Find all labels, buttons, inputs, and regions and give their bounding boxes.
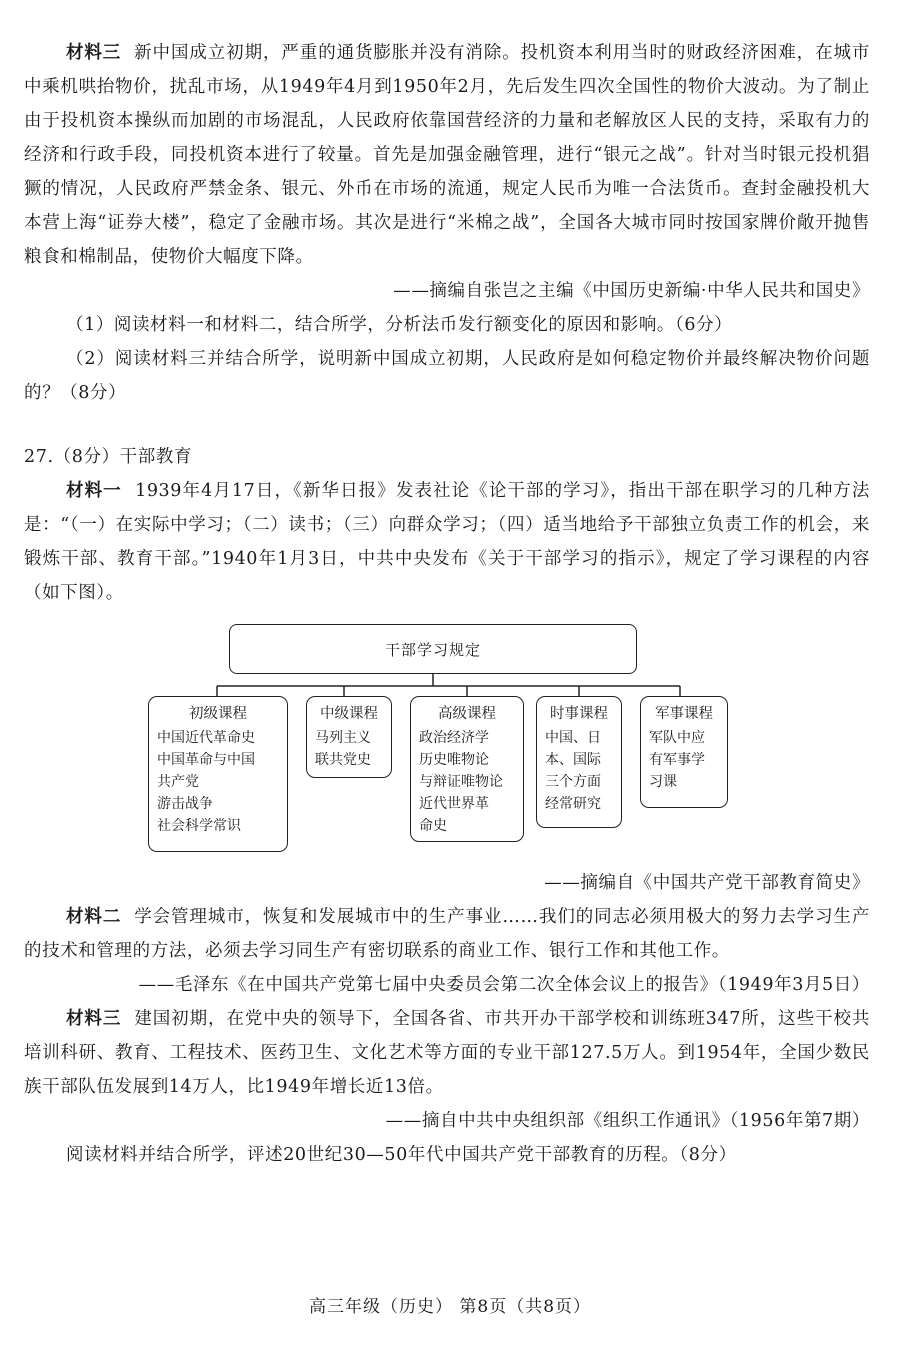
course-box-advanced: [410, 696, 524, 842]
course-box-military: [640, 696, 728, 808]
question-26-1: （1）阅读材料一和材料二，结合所学，分析法币发行额变化的原因和影响。（6分）: [66, 315, 733, 335]
course-box-primary: [148, 696, 288, 852]
q27-material1-text: 1939年4月17日，《新华日报》发表社论《论干部的学习》，指出干部在职学习的几种方法是：“（一）在实际中学习；（二）读书；（三）向群众学习；（四）适当地给予干部独立负责工作的机会，来锻炼干部、教育干部。”1940年1月3日，中共中央发布《关于干部学习的指示》，规定了学习课程的内容（如下图）。: [24, 481, 870, 603]
course-item: 马列主义: [315, 730, 371, 746]
q27-material3-text: 建国初期，在党中央的领导下，全国各省、市共开办干部学校和训练班347所，这些干校共培训科研、教育、工程技术、医药卫生、文化艺术等方面的专业干部127.5万人。到1954年，全国少数民族干部队伍发展到14万人，比1949年增长近13倍。: [24, 1009, 871, 1097]
page-footer: 高三年级（历史） 第8页（共8页）: [308, 1297, 592, 1317]
page-content: [24, 36, 870, 1172]
course-title: 中级课程: [320, 706, 378, 722]
course-title: 初级课程: [189, 706, 247, 722]
q27-material3-paragraph: [24, 1002, 870, 1104]
q27-material1-label: 材料一: [66, 481, 122, 501]
q27-material2-label: 材料二: [66, 907, 122, 927]
course-title: 高级课程: [438, 706, 496, 722]
course-item: 游击战争: [157, 796, 213, 812]
question-27-heading: 27.（8分）干部教育: [24, 447, 193, 467]
material3-text: 新中国成立初期，严重的通货膨胀并没有消除。投机资本利用当时的财政经济困难，在城市中乘机哄抬物价，扰乱市场，从1949年4月到1950年2月，先后发生四次全国性的物价大波动。为了制止由于投机资本操纵而加剧的市场混乱，人民政府依靠国营经济的力量和老解放区人民的支持，采取有力的经济和行政手段，同投机资本进行了较量。首先是加强金融管理，进行“银元之战”。针对当时银元投机猖獗的情况，人民政府严禁金条、银元、外币在市场的流通，规定人民币为唯一合法货币。查封金融投机大本营上海“证券大楼”，稳定了金融市场。其次是进行“米棉之战”，全国各大城市同时按国家牌价敞开抛售粮食和棉制品，使物价大幅度下降。: [24, 43, 870, 267]
course-box-current-affairs: [536, 696, 622, 828]
course-item: 政治经济学: [419, 730, 489, 746]
question-27-prompt: 阅读材料并结合所学，评述20世纪30—50年代中国共产党干部教育的历程。（8分）: [66, 1145, 737, 1165]
course-item: 中国近代革命史: [157, 730, 255, 746]
cadre-study-diagram: [24, 616, 870, 866]
course-item: 历史唯物论 与辩证唯物论: [419, 752, 503, 790]
course-item: 近代世界革 命史: [419, 796, 489, 834]
q27-material3-source: ——摘自中共中央组织部《组织工作通讯》（1956年第7期）: [385, 1111, 870, 1131]
course-title: 军事课程: [655, 706, 713, 722]
q27-material2-paragraph: [24, 900, 870, 968]
q27-material2-source: ——毛泽东《在中国共产党第七届中央委员会第二次全体会议上的报告》（1949年3月5日）: [138, 975, 870, 995]
material3-source: ——摘编自张岂之主编《中国历史新编·中华人民共和国史》: [393, 281, 870, 301]
course-title: 时事课程: [550, 706, 608, 722]
course-item: 军队中应 有军事学 习课: [649, 730, 705, 790]
course-item: 中国革命与中国 共产党: [157, 752, 255, 790]
q27-material1-paragraph: [24, 474, 870, 610]
question-26-2: （2）阅读材料三并结合所学，说明新中国成立初期，人民政府是如何稳定物价并最终解决物价问题的？（8分）: [24, 349, 870, 403]
diagram-source: ——摘编自《中国共产党干部教育简史》: [544, 873, 870, 893]
q27-material3-label: 材料三: [66, 1009, 122, 1029]
course-item: 联共党史: [315, 752, 371, 768]
material3-label: 材料三: [66, 43, 122, 63]
q27-material2-text: 学会管理城市，恢复和发展城市中的生产事业……我们的同志必须用极大的努力去学习生产的技术和管理的方法，必须去学习同生产有密切联系的商业工作、银行工作和其他工作。: [24, 907, 870, 961]
course-item: 中国、日 本、国际 三个方面 经常研究: [545, 730, 601, 812]
diagram-root-box: 干部学习规定: [229, 624, 637, 674]
course-item: 社会科学常识: [157, 818, 241, 834]
material3-paragraph: [24, 36, 870, 274]
course-box-intermediate: [306, 696, 392, 778]
